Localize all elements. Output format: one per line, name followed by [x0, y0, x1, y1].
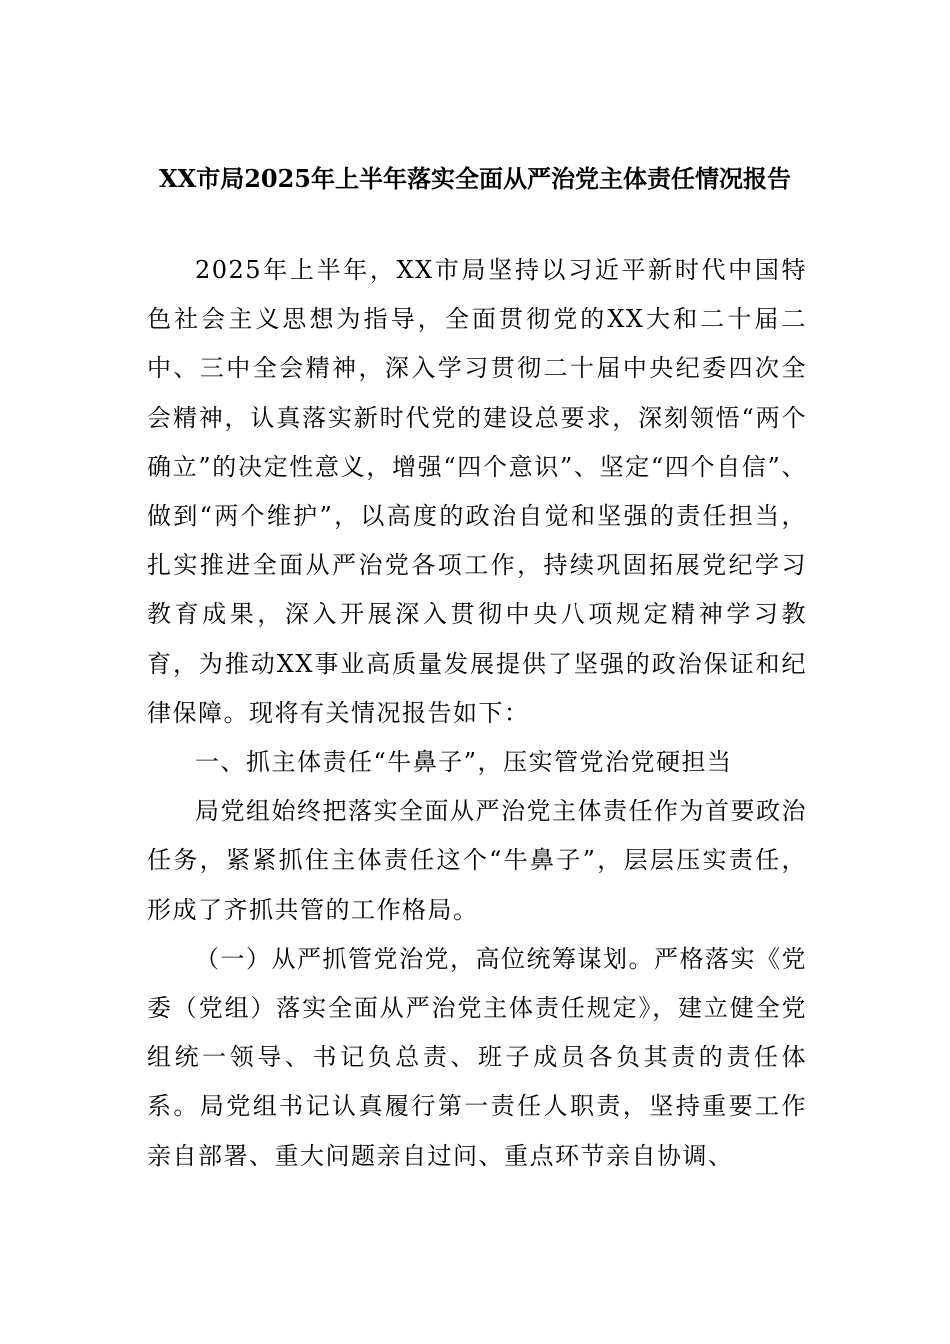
subsection-1-paragraph: （一）从严抓管党治党，高位统筹谋划。严格落实《党委（党组）落实全面从严治党主体责任规定》，建立健全党组统一领导、书记负总责、班子成员各负其责的责任体系。局党组书记认真履行第一责任人职责，坚持重要工作亲自部署、重大问题亲自过问、重点环节亲自协调、 [147, 944, 807, 1170]
document-body [147, 246, 807, 1181]
section-heading-1: 一、抓主体责任“牛鼻子”，压实管党治党硬担当 [195, 748, 733, 777]
document-title: XX市局2025年上半年落实全面从严治党主体责任情况报告 [158, 164, 792, 193]
section-1-paragraph: 局党组始终把落实全面从严治党主体责任作为首要政治任务，紧紧抓住主体责任这个“牛鼻子”，层层压实责任，形成了齐抓共管的工作格局。 [147, 797, 807, 924]
intro-paragraph: 2025年上半年，XX市局坚持以习近平新时代中国特色社会主义思想为指导，全面贯彻党的XX大和二十届二中、三中全会精神，深入学习贯彻二十届中央纪委四次全会精神，认真落实新时代党的建设总要求，深刻领悟“两个确立”的决定性意义，增强“四个意识”、坚定“四个自信”、做到“两个维护”，以高度的政治自觉和坚强的责任担当，扎实推进全面从严治党各项工作，持续巩固拓展党纪学习教育成果，深入开展深入贯彻中央八项规定精神学习教育，为推动XX事业高质量发展提供了坚强的政治保证和纪律保障。现将有关情况报告如下： [147, 256, 807, 727]
